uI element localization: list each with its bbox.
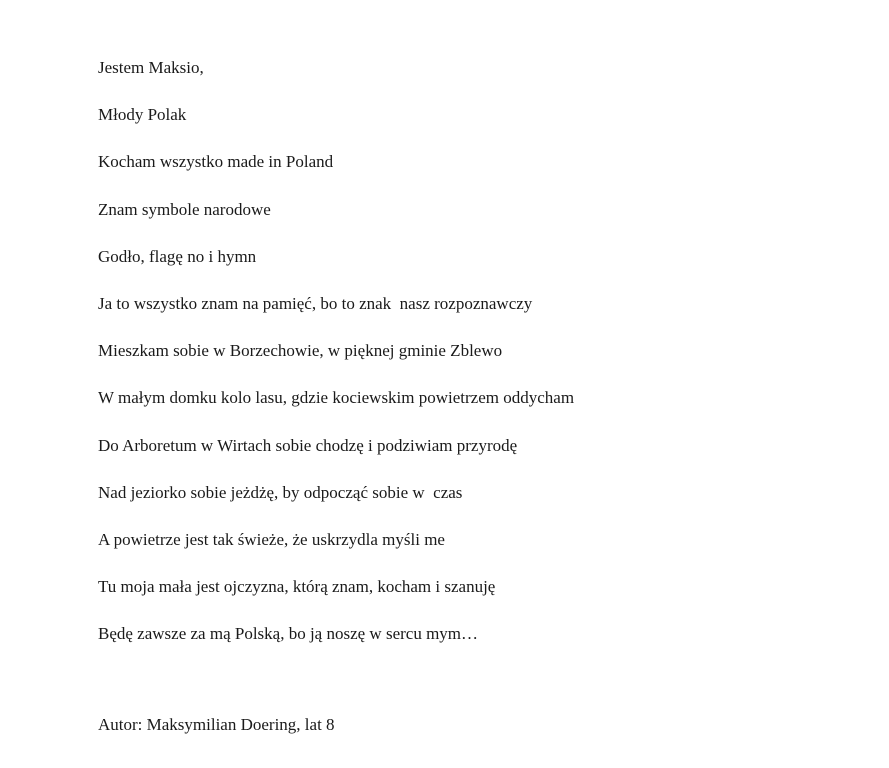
poem-line: Godło, flagę no i hymn [98,246,257,266]
poem-line: Ja to wszystko znam na pamięć, bo to znak nasz rozpoznawczy [98,293,533,313]
poem-line: Znam symbole narodowe [98,199,271,219]
poem-line: Jestem Maksio, [98,58,204,77]
poem-line: Będę zawsze za mą Polską, bo ją noszę w sercu mym… [98,624,479,644]
poem-line: Mieszkam sobie w Borzechowie, w pięknej gminie Zblewo [98,341,503,361]
poem-line: Tu moja mała jest ojczyzna, którą znam, kocham i szanuję [98,577,496,597]
poem-line: Kocham wszystko made in Poland [98,152,334,172]
poem-line: W małym domku kolo lasu, gdzie kociewskim powietrzem oddycham [98,388,575,408]
poem-line: Nad jeziorko sobie jeżdżę, by odpocząć sobie w czas [98,482,463,502]
poem-line: A powietrze jest tak świeże, że uskrzydla myśli me [98,529,445,549]
poem-body [98,57,574,670]
poem-line: Młody Polak [98,105,187,125]
author-credit: Autor: Maksymilian Doering, lat 8 [98,715,335,734]
poem-line: Do Arboretum w Wirtach sobie chodzę i podziwiam przyrodę [98,435,518,455]
